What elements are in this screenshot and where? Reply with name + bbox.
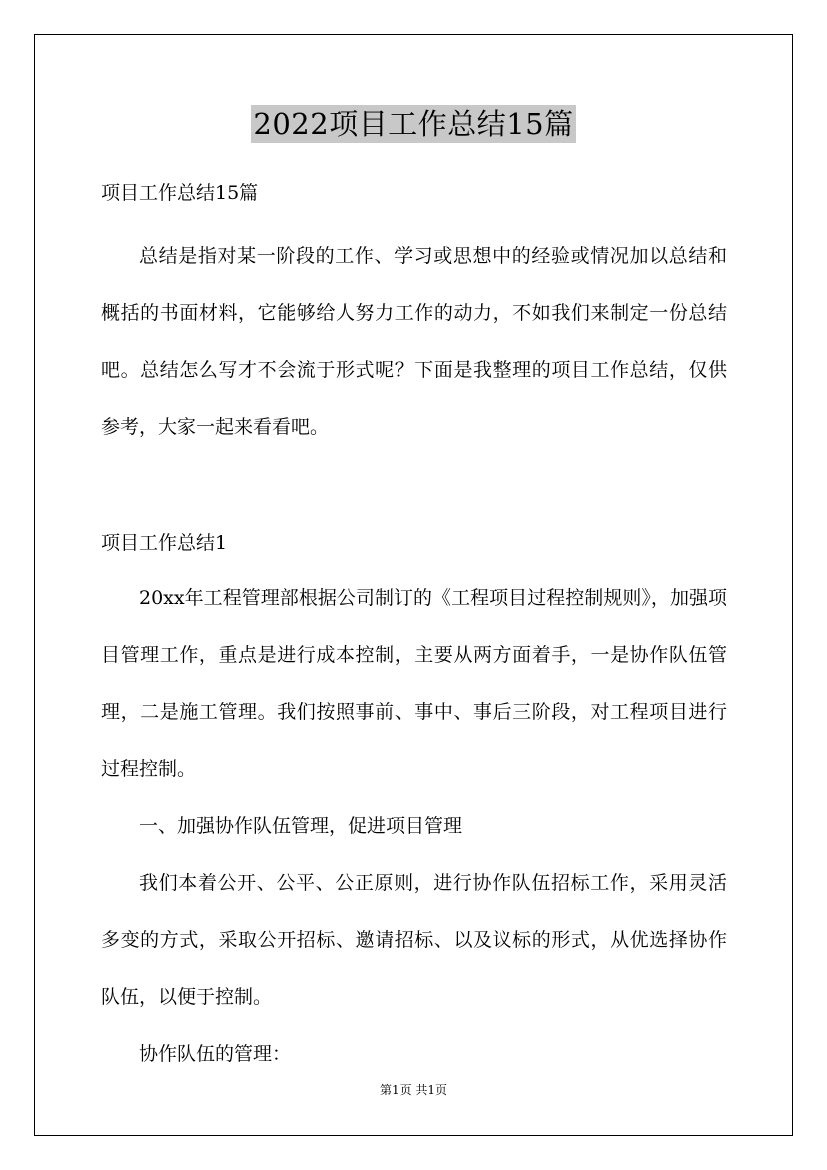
document-title bbox=[0, 104, 827, 143]
subtitle: 项目工作总结15篇 bbox=[101, 182, 259, 204]
section-heading: 项目工作总结1 bbox=[101, 532, 228, 554]
page-footer: 第1页 共1页 bbox=[379, 1083, 448, 1097]
spacer bbox=[101, 456, 727, 516]
section-paragraph: 我们本着公开、公平、公正原则，进行协作队伍招标工作，采用灵活多变的方式，采取公开招标、邀请招标、以及议标的形式，从优选择协作队伍，以便于控制。 bbox=[101, 872, 727, 1008]
intro-paragraph: 总结是指对某一阶段的工作、学习或思想中的经验或情况加以总结和概括的书面材料，它能够给人努力工作的动力，不如我们来制定一份总结吧。总结怎么写才不会流于形式呢？下面是我整理的项目工作总结，仅供参考，大家一起来看看吧。 bbox=[101, 245, 727, 438]
section-paragraph: 20xx年工程管理部根据公司制订的《工程项目过程控制规则》，加强项目管理工作，重点是进行成本控制，主要从两方面着手，一是协作队伍管理，二是施工管理。我们按照事前、事中、事后三阶段，对工程项目进行过程控制。 bbox=[101, 587, 727, 780]
subsection-heading: 一、加强协作队伍管理，促进项目管理 bbox=[139, 815, 463, 837]
spacer bbox=[101, 220, 727, 228]
document-title-text: 2022项目工作总结15篇 bbox=[253, 107, 574, 141]
document-body bbox=[101, 166, 727, 1083]
subsection-heading: 协作队伍的管理： bbox=[139, 1043, 292, 1065]
